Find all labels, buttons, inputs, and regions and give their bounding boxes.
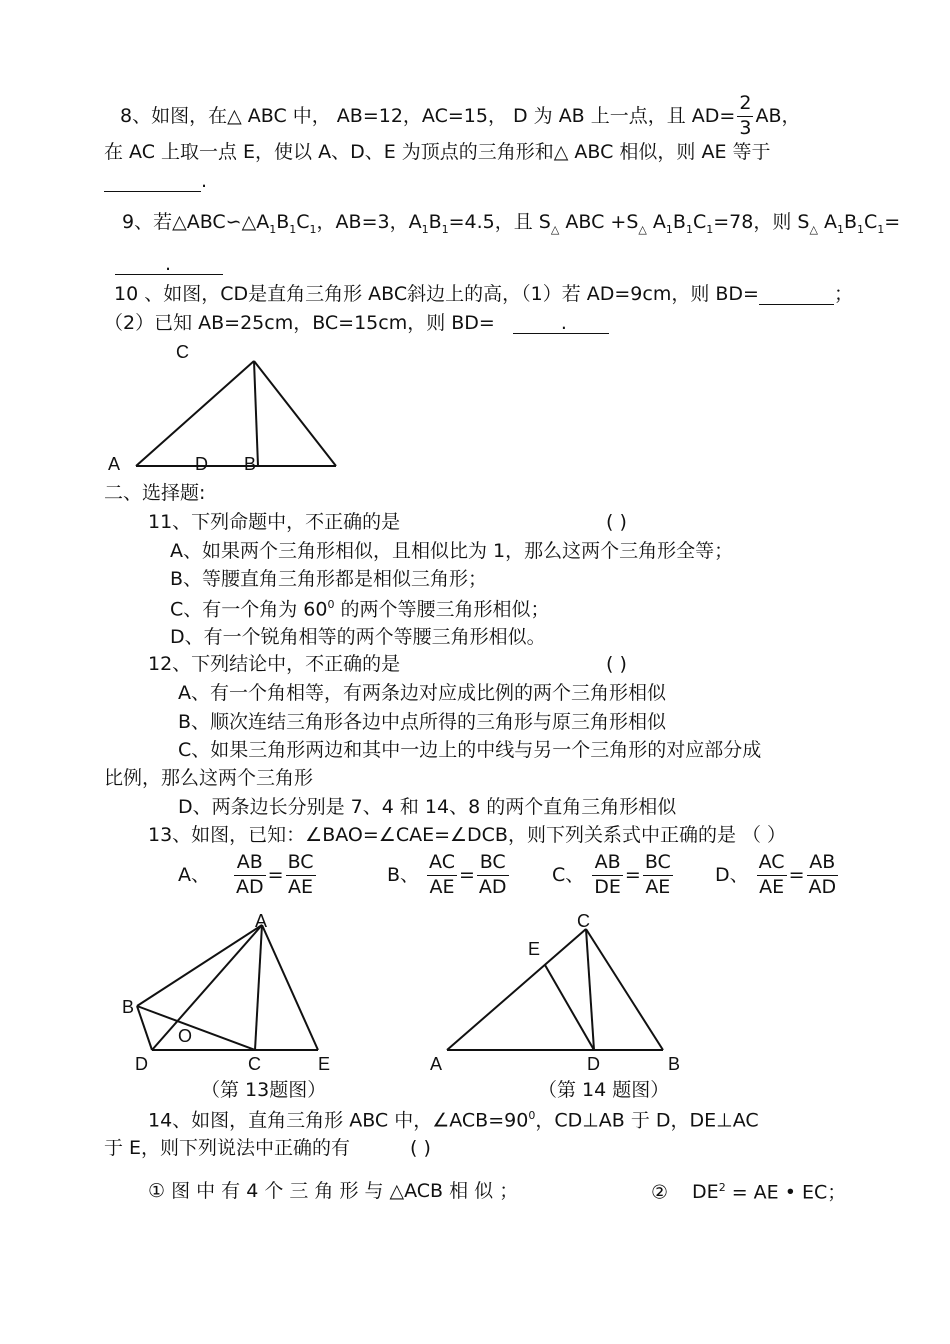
q12-option-b: B、顺次连结三角形各边中点所得的三角形与原三角形相似 [178, 711, 667, 733]
q13-b-n1: AC [427, 851, 457, 876]
q14-square: 2 [718, 1181, 726, 1194]
q13-a-d2: AE [288, 875, 314, 898]
q13-c-d1: DE [594, 875, 621, 898]
q9-t13: B [843, 211, 857, 233]
q9-sub: 1 [309, 222, 317, 236]
q8-frac-num: 2 [737, 92, 753, 117]
q9-t12: A [823, 211, 837, 233]
q13-a-n2: BC [286, 851, 316, 876]
q9-sub: 1 [269, 222, 277, 236]
q9-blank-dot: . [165, 253, 172, 275]
q13-b-n2: BC [477, 851, 509, 876]
q14-label-c: C [577, 911, 590, 931]
q9-sub: 1 [836, 222, 844, 236]
q14-figure [447, 929, 663, 1050]
q8-text-a: 8、如图，在△ ABC 中， AB=12，AC=15， D 为 AB 上一点，且 AD= [120, 104, 736, 127]
q9-t5: B [428, 211, 442, 233]
q9-t9: B [672, 211, 686, 233]
q13-a-eq: = [267, 863, 284, 886]
q13-c-n1: AB [592, 851, 623, 876]
q13-d-d1: AE [759, 875, 785, 898]
q14-text-c: 于 E，则下列说法中正确的有 [104, 1137, 351, 1159]
q13-label-c: C [248, 1054, 261, 1074]
q14-label-a: A [430, 1054, 443, 1074]
q14-line-ac [447, 929, 586, 1050]
q9-t8: A [652, 211, 666, 233]
q13-label-d: D [135, 1054, 148, 1074]
q14-eq-text: = AE • EC； [725, 1181, 847, 1204]
q11-option-b: B、等腰直角三角形都是相似三角形； [170, 568, 488, 590]
q9-t11: =78，则 S [713, 211, 810, 233]
q13-d-n1: AC [757, 851, 787, 876]
q12-option-c-cont: 比例，那么这两个三角形 [104, 767, 314, 789]
q13-b-d1: AE [429, 875, 455, 898]
q9-t6: =4.5，且 S [448, 211, 551, 233]
q9-tri: △ [809, 222, 818, 236]
q13-d-d2: AD [808, 875, 837, 898]
q13-c-eq: = [624, 863, 641, 886]
q9-t15: = [884, 211, 901, 233]
q11-answer-paren: ( ) [606, 511, 627, 533]
q10-blank-dot: . [560, 312, 567, 334]
q11-option-a: A、如果两个三角形相似，且相似比为 1，那么这两个三角形全等； [170, 540, 734, 562]
q13-label-a: A [255, 911, 268, 931]
q14-degree: 0 [528, 1109, 536, 1122]
q9-tri: △ [550, 222, 560, 236]
q14-label-e: E [528, 939, 541, 959]
q11-option-d: D、有一个锐角相等的两个等腰三角形相似。 [170, 626, 546, 648]
q12-option-c: C、如果三角形两边和其中一边上的中线与另一个三角形的对应部分成 [178, 739, 762, 761]
q13-figure [137, 925, 318, 1050]
q11-stem: 11、下列命题中，不正确的是 [148, 511, 401, 533]
q13-d-n2: AB [807, 851, 839, 876]
q11-c-text-2: 的两个等腰三角形相似； [334, 598, 550, 621]
q12-option-d: D、两条边长分别是 7、4 和 14、8 的两个直角三角形相似 [178, 796, 677, 818]
q13-label-b: B [122, 997, 135, 1017]
q9-sub: 1 [421, 222, 429, 236]
q9-sub: 1 [289, 222, 297, 236]
q12-stem: 12、下列结论中，不正确的是 [148, 653, 401, 675]
q11-c-text: C、有一个角为 60 [170, 598, 328, 621]
q8-period: . [201, 170, 208, 192]
q10-label-d: D [195, 454, 208, 474]
q12-answer-paren: ( ) [606, 653, 627, 675]
q9-sub: 1 [877, 222, 885, 236]
q8-line2: 在 AC 上取一点 E，使以 A、D、E 为顶点的三角形和△ ABC 相似，则 AE 等于 [104, 141, 771, 163]
q13-c-label: C、 [552, 863, 585, 886]
q13-line-ae [262, 925, 318, 1050]
q9-t14: C [864, 211, 878, 233]
q13-c-n2: BC [643, 851, 673, 876]
q14-statement-2 [651, 1182, 846, 1202]
q13-a-n1: AB [234, 851, 266, 876]
q9-sub: 1 [857, 222, 864, 236]
q9-t2: B [276, 211, 290, 233]
q8-frac-den: 3 [739, 116, 752, 139]
q14-circle-2: ② [651, 1181, 669, 1204]
q9-t1: 9、若△ABC∽△A [122, 211, 270, 233]
q13-d-label: D、 [715, 863, 749, 886]
q14-line1 [148, 1110, 759, 1130]
q10-text-a: 10 、如图，CD是直角三角形 ABC斜边上的高，（1）若 AD=9cm，则 BD= [114, 283, 759, 305]
q14-statement-1: ① 图 中 有 4 个 三 角 形 与 △ACB 相 似 ； [148, 1180, 519, 1202]
q13-label-e: E [318, 1054, 331, 1074]
q13-b-label: B、 [387, 863, 420, 886]
q10-label-a: A [108, 454, 121, 474]
q8-text-b: AB， [755, 104, 801, 127]
q14-figure-caption: （第 14 题图） [538, 1079, 670, 1101]
q14-line3 [148, 1182, 518, 1201]
q12-option-a: A、有一个角相等，有两条边对应成比例的两个三角形相似 [178, 682, 666, 704]
q13-line-bc [137, 1006, 255, 1050]
q14-label-d: D [587, 1054, 600, 1074]
q13-figure-caption: （第 13题图） [201, 1079, 327, 1101]
q13-c-d2: AE [645, 875, 671, 898]
q9-sub: 1 [685, 222, 693, 236]
q13-line-ac [255, 925, 262, 1050]
q10-label-c: C [176, 342, 189, 362]
q13-a-d1: AD [236, 875, 264, 898]
q11-c-degree: 0 [327, 598, 335, 611]
q13-label-o: O [178, 1026, 193, 1046]
q14-label-b: B [668, 1054, 681, 1074]
q13-a-label: A、 [178, 863, 210, 886]
q13-stem: 13、如图，已知：∠BAO=∠CAE=∠DCB，则下列关系式中正确的是 （ ） [148, 824, 787, 846]
q13-line-bd [137, 1006, 152, 1050]
q9-t10: C [692, 211, 707, 233]
q14-text-a: 14、如图，直角三角形 ABC 中，∠ACB=90 [148, 1109, 529, 1132]
q9-sub: 1 [441, 222, 449, 236]
q13-b-d2: AD [478, 875, 507, 898]
q9-t3: C [296, 211, 310, 233]
q9-t4: ，AB=3，A [316, 211, 422, 233]
q10-label-b: B [244, 454, 257, 474]
q14-line-cb [586, 929, 663, 1050]
q14-line2 [104, 1139, 431, 1158]
q14-line-cd [586, 929, 594, 1050]
q10-text-b: ； [833, 283, 853, 305]
q14-answer-paren: ( ) [410, 1137, 431, 1159]
q13-b-eq: = [458, 863, 475, 886]
q14-text-b: ，CD⊥AB 于 D，DE⊥AC [535, 1109, 759, 1132]
q10-text-c: （2）已知 AB=25cm，BC=15cm，则 BD= [104, 312, 495, 334]
q9-sub: 1 [706, 222, 714, 236]
q9-t7: ABC +S [565, 211, 639, 233]
q9-sub: 1 [665, 222, 673, 236]
q9-tri: △ [638, 222, 647, 236]
q13-d-eq: = [788, 863, 805, 886]
section-2-heading: 二、选择题: [104, 482, 206, 504]
q13-line-ba [137, 925, 262, 1006]
q14-de: DE [692, 1181, 719, 1204]
q14-line-de [545, 965, 594, 1050]
